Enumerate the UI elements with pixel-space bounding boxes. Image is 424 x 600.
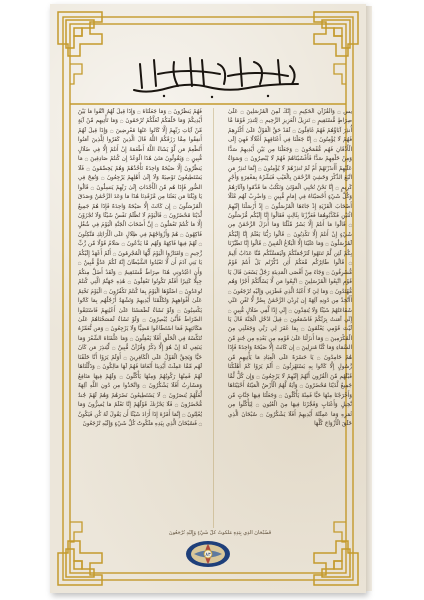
framed-canvas [50, 4, 366, 593]
medallion-number: ٨٣ [205, 552, 211, 559]
floral-medallion-icon [184, 539, 232, 569]
closing-verse-line: فَسُبْحَانَ الَّذِي بِيَدِهِ مَلَكُوتُ كُلِّ شَيْءٍ وَإِلَيْهِ تُرْجَعُونَ [168, 530, 272, 536]
verse-column-left: فَهُمْ يَنظُرُونَ ۝ وَمَا جَعَلْنَاهُ ۝ وَإِذَا قِيلَ لَهُمُ اتَّقُوا مَا بَيْنَ أَيْدِيكُمْ وَمَا خَلْفَكُمْ لَعَلَّكُمْ تُرْحَمُونَ ۝ وَمَا تَأْتِيهِم مِّنْ آيَةٍ مِّنْ آيَاتِ رَبِّهِمْ إِلَّا كَانُوا عَنْهَا مُعْرِضِينَ ۝ وَإِذَا قِيلَ لَهُمْ أَنفِقُوا مِمَّا رَزَقَكُمُ اللَّهُ قَالَ الَّذِينَ كَفَرُوا لِلَّذِينَ آمَنُوا أَنُطْعِمُ مَن لَّوْ يَشَاءُ اللَّهُ أَطْعَمَهُ إِنْ أَنتُمْ إِلَّا فِي ضَلَالٍ مُّبِينٍ ۝ وَيَقُولُونَ مَتَىٰ هَٰذَا الْوَعْدُ إِن كُنتُمْ صَادِقِينَ ۝ مَا يَنظُرُونَ إِلَّا صَيْحَةً وَاحِدَةً تَأْخُذُهُمْ وَهُمْ يَخِصِّمُونَ ۝ فَلَا يَسْتَطِيعُونَ تَوْصِيَةً وَلَا إِلَىٰ أَهْلِهِمْ يَرْجِعُونَ ۝ وَنُفِخَ فِي الصُّورِ فَإِذَا هُم مِّنَ الْأَجْدَاثِ إِلَىٰ رَبِّهِمْ يَنسِلُونَ ۝ قَالُوا يَا وَيْلَنَا مَن بَعَثَنَا مِن مَّرْقَدِنَا هَٰذَا مَا وَعَدَ الرَّحْمَٰنُ وَصَدَقَ الْمُرْسَلُونَ ۝ إِن كَانَتْ إِلَّا صَيْحَةً وَاحِدَةً فَإِذَا هُمْ جَمِيعٌ لَّدَيْنَا مُحْضَرُونَ ۝ فَالْيَوْمَ لَا تُظْلَمُ نَفْسٌ شَيْئًا وَلَا تُجْزَوْنَ إِلَّا مَا كُنتُمْ تَعْمَلُونَ ۝ إِنَّ أَصْحَابَ الْجَنَّةِ الْيَوْمَ فِي شُغُلٍ فَاكِهُونَ ۝ هُمْ وَأَزْوَاجُهُمْ فِي ظِلَالٍ عَلَى الْأَرَائِكِ مُتَّكِئُونَ ۝ لَهُمْ فِيهَا فَاكِهَةٌ وَلَهُم مَّا يَدَّعُونَ ۝ سَلَامٌ قَوْلًا مِّن رَّبٍّ رَّحِيمٍ ۝ وَامْتَازُوا الْيَوْمَ أَيُّهَا الْمُجْرِمُونَ ۝ أَلَمْ أَعْهَدْ إِلَيْكُمْ يَا بَنِي آدَمَ أَن لَّا تَعْبُدُوا الشَّيْطَانَ إِنَّهُ لَكُمْ عَدُوٌّ مُّبِينٌ ۝ وَأَنِ اعْبُدُونِي هَٰذَا صِرَاطٌ مُّسْتَقِيمٌ ۝ وَلَقَدْ أَضَلَّ مِنكُمْ جِبِلًّا كَثِيرًا أَفَلَمْ تَكُونُوا تَعْقِلُونَ ۝ هَٰذِهِ جَهَنَّمُ الَّتِي كُنتُمْ تُوعَدُونَ ۝ اصْلَوْهَا الْيَوْمَ بِمَا كُنتُمْ تَكْفُرُونَ ۝ الْيَوْمَ نَخْتِمُ عَلَىٰ أَفْوَاهِهِمْ وَتُكَلِّمُنَا أَيْدِيهِمْ وَتَشْهَدُ أَرْجُلُهُم بِمَا كَانُوا يَكْسِبُونَ ۝ وَلَوْ نَشَاءُ لَطَمَسْنَا عَلَىٰ أَعْيُنِهِمْ فَاسْتَبَقُوا الصِّرَاطَ فَأَنَّىٰ يُبْصِرُونَ ۝ وَلَوْ نَشَاءُ لَمَسَخْنَاهُمْ عَلَىٰ مَكَانَتِهِمْ فَمَا اسْتَطَاعُوا مُضِيًّا وَلَا يَرْجِعُونَ ۝ وَمَن نُّعَمِّرْهُ نُنَكِّسْهُ فِي الْخَلْقِ أَفَلَا يَعْقِلُونَ ۝ وَمَا عَلَّمْنَاهُ الشِّعْرَ وَمَا يَنبَغِي لَهُ إِنْ هُوَ إِلَّا ذِكْرٌ وَقُرْآنٌ مُّبِينٌ ۝ لِّيُنذِرَ مَن كَانَ حَيًّا وَيَحِقَّ الْقَوْلُ عَلَى الْكَافِرِينَ ۝ أَوَلَمْ يَرَوْا أَنَّا خَلَقْنَا لَهُم مِّمَّا عَمِلَتْ أَيْدِينَا أَنْعَامًا فَهُمْ لَهَا مَالِكُونَ ۝ وَذَلَّلْنَاهَا لَهُمْ فَمِنْهَا رَكُوبُهُمْ وَمِنْهَا يَأْكُلُونَ ۝ وَلَهُمْ فِيهَا مَنَافِعُ وَمَشَارِبُ أَفَلَا يَشْكُرُونَ ۝ وَاتَّخَذُوا مِن دُونِ اللَّهِ آلِهَةً لَّعَلَّهُمْ يُنصَرُونَ ۝ لَا يَسْتَطِيعُونَ نَصْرَهُمْ وَهُمْ لَهُمْ جُندٌ مُّحْضَرُونَ ۝ فَلَا يَحْزُنكَ قَوْلُهُمْ إِنَّا نَعْلَمُ مَا يُسِرُّونَ وَمَا يُعْلِنُونَ ۝ إِنَّمَا أَمْرُهُ إِذَا أَرَادَ شَيْئًا أَن يَقُولَ لَهُ كُن فَيَكُونُ ۝ فَسُبْحَانَ الَّذِي بِيَدِهِ مَلَكُوتُ كُلِّ شَيْءٍ وَإِلَيْهِ تُرْجَعُونَ [78, 109, 202, 427]
column-divider [213, 108, 214, 528]
header-calligraphy-icon [128, 54, 304, 100]
verse-column-right: يس ۝ وَالْقُرْآنِ الْحَكِيمِ ۝ إِنَّكَ لَمِنَ الْمُرْسَلِينَ ۝ عَلَىٰ صِرَاطٍ مُّسْتَقِيمٍ ۝ تَنزِيلَ الْعَزِيزِ الرَّحِيمِ ۝ لِتُنذِرَ قَوْمًا مَّا أُنذِرَ آبَاؤُهُمْ فَهُمْ غَافِلُونَ ۝ لَقَدْ حَقَّ الْقَوْلُ عَلَىٰ أَكْثَرِهِمْ فَهُمْ لَا يُؤْمِنُونَ ۝ إِنَّا جَعَلْنَا فِي أَعْنَاقِهِمْ أَغْلَالًا فَهِيَ إِلَى الْأَذْقَانِ فَهُم مُّقْمَحُونَ ۝ وَجَعَلْنَا مِن بَيْنِ أَيْدِيهِمْ سَدًّا وَمِنْ خَلْفِهِمْ سَدًّا فَأَغْشَيْنَاهُمْ فَهُمْ لَا يُبْصِرُونَ ۝ وَسَوَاءٌ عَلَيْهِمْ أَأَنذَرْتَهُمْ أَمْ لَمْ تُنذِرْهُمْ لَا يُؤْمِنُونَ ۝ إِنَّمَا تُنذِرُ مَنِ اتَّبَعَ الذِّكْرَ وَخَشِيَ الرَّحْمَٰنَ بِالْغَيْبِ فَبَشِّرْهُ بِمَغْفِرَةٍ وَأَجْرٍ كَرِيمٍ ۝ إِنَّا نَحْنُ نُحْيِي الْمَوْتَىٰ وَنَكْتُبُ مَا قَدَّمُوا وَآثَارَهُمْ وَكُلَّ شَيْءٍ أَحْصَيْنَاهُ فِي إِمَامٍ مُّبِينٍ ۝ وَاضْرِبْ لَهُم مَّثَلًا أَصْحَابَ الْقَرْيَةِ إِذْ جَاءَهَا الْمُرْسَلُونَ ۝ إِذْ أَرْسَلْنَا إِلَيْهِمُ اثْنَيْنِ فَكَذَّبُوهُمَا فَعَزَّزْنَا بِثَالِثٍ فَقَالُوا إِنَّا إِلَيْكُم مُّرْسَلُونَ ۝ قَالُوا مَا أَنتُمْ إِلَّا بَشَرٌ مِّثْلُنَا وَمَا أَنزَلَ الرَّحْمَٰنُ مِن شَيْءٍ إِنْ أَنتُمْ إِلَّا تَكْذِبُونَ ۝ قَالُوا رَبُّنَا يَعْلَمُ إِنَّا إِلَيْكُمْ لَمُرْسَلُونَ ۝ وَمَا عَلَيْنَا إِلَّا الْبَلَاغُ الْمُبِينُ ۝ قَالُوا إِنَّا تَطَيَّرْنَا بِكُمْ لَئِن لَّمْ تَنتَهُوا لَنَرْجُمَنَّكُمْ وَلَيَمَسَّنَّكُم مِّنَّا عَذَابٌ أَلِيمٌ ۝ قَالُوا طَائِرُكُم مَّعَكُمْ أَئِن ذُكِّرْتُم بَلْ أَنتُمْ قَوْمٌ مُّسْرِفُونَ ۝ وَجَاءَ مِنْ أَقْصَى الْمَدِينَةِ رَجُلٌ يَسْعَىٰ قَالَ يَا قَوْمِ اتَّبِعُوا الْمُرْسَلِينَ ۝ اتَّبِعُوا مَن لَّا يَسْأَلُكُمْ أَجْرًا وَهُم مُّهْتَدُونَ ۝ وَمَا لِيَ لَا أَعْبُدُ الَّذِي فَطَرَنِي وَإِلَيْهِ تُرْجَعُونَ ۝ أَأَتَّخِذُ مِن دُونِهِ آلِهَةً إِن يُرِدْنِ الرَّحْمَٰنُ بِضُرٍّ لَّا تُغْنِ عَنِّي شَفَاعَتُهُمْ شَيْئًا وَلَا يُنقِذُونِ ۝ إِنِّي إِذًا لَّفِي ضَلَالٍ مُّبِينٍ ۝ إِنِّي آمَنتُ بِرَبِّكُمْ فَاسْمَعُونِ ۝ قِيلَ ادْخُلِ الْجَنَّةَ قَالَ يَا لَيْتَ قَوْمِي يَعْلَمُونَ ۝ بِمَا غَفَرَ لِي رَبِّي وَجَعَلَنِي مِنَ الْمُكْرَمِينَ ۝ وَمَا أَنزَلْنَا عَلَىٰ قَوْمِهِ مِن بَعْدِهِ مِن جُندٍ مِّنَ السَّمَاءِ وَمَا كُنَّا مُنزِلِينَ ۝ إِن كَانَتْ إِلَّا صَيْحَةً وَاحِدَةً فَإِذَا هُمْ خَامِدُونَ ۝ يَا حَسْرَةً عَلَى الْعِبَادِ مَا يَأْتِيهِم مِّن رَّسُولٍ إِلَّا كَانُوا بِهِ يَسْتَهْزِئُونَ ۝ أَلَمْ يَرَوْا كَمْ أَهْلَكْنَا قَبْلَهُم مِّنَ الْقُرُونِ أَنَّهُمْ إِلَيْهِمْ لَا يَرْجِعُونَ ۝ وَإِن كُلٌّ لَّمَّا جَمِيعٌ لَّدَيْنَا مُحْضَرُونَ ۝ وَآيَةٌ لَّهُمُ الْأَرْضُ الْمَيْتَةُ أَحْيَيْنَاهَا وَأَخْرَجْنَا مِنْهَا حَبًّا فَمِنْهُ يَأْكُلُونَ ۝ وَجَعَلْنَا فِيهَا جَنَّاتٍ مِّن نَّخِيلٍ وَأَعْنَابٍ وَفَجَّرْنَا فِيهَا مِنَ الْعُيُونِ ۝ لِيَأْكُلُوا مِن ثَمَرِهِ وَمَا عَمِلَتْهُ أَيْدِيهِمْ أَفَلَا يَشْكُرُونَ ۝ سُبْحَانَ الَّذِي خَلَقَ الْأَزْوَاجَ كُلَّهَا [228, 109, 352, 427]
corner-knot-ornament-icon [58, 12, 102, 56]
